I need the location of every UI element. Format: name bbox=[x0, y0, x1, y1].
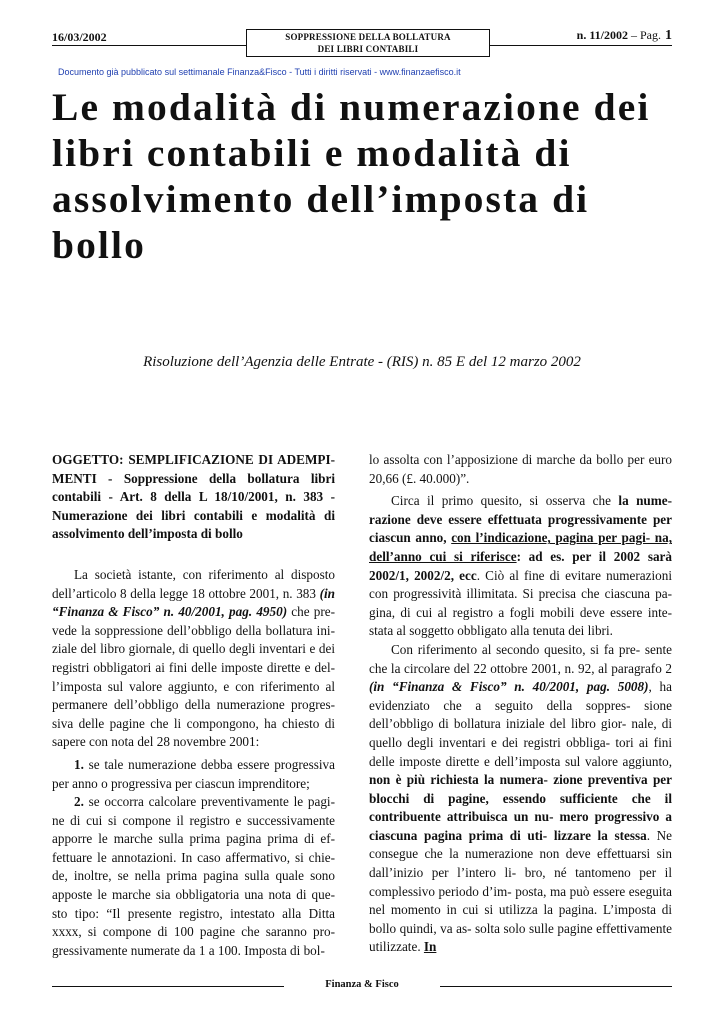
answer-2-text-c: . Ne consegue che la numerazione non deve effettuarsi sin dall’inizio per l’intero li- bro, né tantomeno per il complessivo periodo d’im- posta, ma può essere eseguita nel momento in cui si utilizza la pagina. L’imposta di bollo quindi, va as- solta solo sulle pagine effettivamente utilizzate. bbox=[369, 827, 672, 955]
header-rule-left bbox=[52, 45, 246, 46]
intro-paragraph bbox=[52, 566, 335, 752]
question-1-text: se tale numerazione debba essere progressiva per anno o progressiva per ciascun imprenditore; bbox=[52, 756, 335, 791]
answer-2-citation: (in “Finanza & Fisco” n. 40/2001, pag. 5008) bbox=[369, 679, 649, 695]
left-column bbox=[52, 451, 335, 960]
answer-2-continued: In bbox=[423, 939, 437, 955]
answer-1-paragraph bbox=[369, 492, 672, 641]
header-rule-right bbox=[490, 45, 672, 46]
header-section-box bbox=[246, 29, 490, 57]
answer-1-underlined: con l’indicazione, pagina per pagi- na, dell’anno cui si riferisce bbox=[369, 530, 672, 564]
answer-2-paragraph bbox=[369, 641, 672, 957]
copyright-notice: Documento già pubblicato sul settimanale Finanza&Fisco - Tutti i diritti riservati - www.finanzaefisco.it bbox=[58, 67, 461, 77]
footer-rule-right bbox=[440, 986, 672, 987]
answer-1-text-a: Circa il primo quesito, si osserva che bbox=[391, 493, 619, 509]
header-page-info bbox=[577, 28, 672, 44]
question-2-text: se occorra calcolare preventivamente le pagi- ne di cui si compone il registro e successivamente apporre le marche sulla prima pagina prima di ef- fettuare le annotazioni. In caso affermativo, si chie- de, inoltre, se nella prima pagina sulla quale sono apposte le marche sia obbligatoria una nota di que- sto tipo: “Il presente registro, intestato alla Ditta xxxx, si compone di 100 pagine che saranno pro- gressivamente numerate da 1 a 100. Imposta di bol- bbox=[52, 794, 335, 958]
answer-2-text-a: Con riferimento al secondo quesito, si fa pre- sente che la circolare del 22 ottobre 2001, n. 92, al paragrafo 2 bbox=[369, 641, 672, 676]
answer-1-bold: la nume- razione deve essere effettuata progressivamente per ciascun anno, bbox=[369, 493, 672, 546]
footer-publication: Finanza & Fisco bbox=[325, 979, 399, 990]
header-section-line1: SOPPRESSIONE DELLA BOLLATURA bbox=[285, 32, 451, 42]
article-title: Le modalità di numerazione dei libri contabili e modalità di assolvimento dell’imposta di bollo bbox=[52, 85, 651, 267]
continuation-paragraph: lo assolta con l’apposizione di marche da bollo per euro 20,66 (£. 40.000)”. bbox=[369, 452, 672, 486]
subject-heading: OGGETTO: SEMPLIFICAZIONE DI ADEMPI- MENTI - Soppressione della bollatura libri contabili - Art. 8 della L 18/10/2001, n. 383 - Numerazione dei libri contabili e modalità di assolvimento dell’imposta di bollo bbox=[52, 452, 335, 542]
page-label: – Pag. bbox=[628, 28, 661, 42]
page-number: 1 bbox=[665, 28, 672, 43]
question-2 bbox=[52, 793, 335, 960]
answer-1-text-b: . Ciò al fine di evitare numerazioni con progressività illimitata. Si precisa che ciascuna pa- gina, di cui al registro a fogli mobili deve essere inte- stata al soggetto obbligato alla tenuta dei libri. bbox=[369, 567, 672, 639]
question-1-number: 1. bbox=[74, 756, 84, 772]
question-2-number: 2. bbox=[74, 794, 84, 810]
answer-2-text-b: , ha evidenziato che a seguito della soppres- sione dell’obbligo di bollatura iniziale del libro gior- nale, di quello degli inventari e dei registri obbliga- tori ai fini delle imposte dirette e dell’imposta sul valore aggiunto, bbox=[369, 679, 672, 769]
question-1 bbox=[52, 756, 335, 793]
answer-2-bold: non è più richiesta la numera- zione preventiva per blocchi di pagine, essendo sufficiente che il contribuente attribuisca un nu- mero progressivo a ciascuna pagina prima di uti- lizzare la stessa bbox=[369, 772, 672, 843]
answer-1-example: : ad es. per il 2002 sarà 2002/1, 2002/2, ecc bbox=[369, 548, 672, 583]
issue-number: n. 11/2002 bbox=[576, 28, 628, 42]
header-date: 16/03/2002 bbox=[52, 30, 107, 44]
intro-citation: (in “Finanza & Fisco” n. 40/2001, pag. 4950) bbox=[52, 585, 335, 620]
intro-text-b: che pre- vede la soppressione dell’obbligo della bollatura ini- ziale del libro giornale, di quello degli inventari e dei registri obbligatori ai fini delle imposte dirette e del- l’imposta sul valore aggiunto, e con riferimento al permanere dell’obbligo della numerazione progres- siva delle pagine che li compongono, ha chiesto di sapere con nota del 28 novembre 2001: bbox=[52, 604, 336, 750]
header-section-line2: DEI LIBRI CONTABILI bbox=[317, 43, 419, 54]
right-column bbox=[369, 451, 672, 957]
article-subtitle: Risoluzione dell’Agenzia delle Entrate - (RIS) n. 85 E del 12 marzo 2002 bbox=[143, 354, 581, 370]
intro-text-a: La società istante, con riferimento al disposto dell’articolo 8 della legge 18 ottobre 2001, n. 383 bbox=[52, 566, 335, 601]
